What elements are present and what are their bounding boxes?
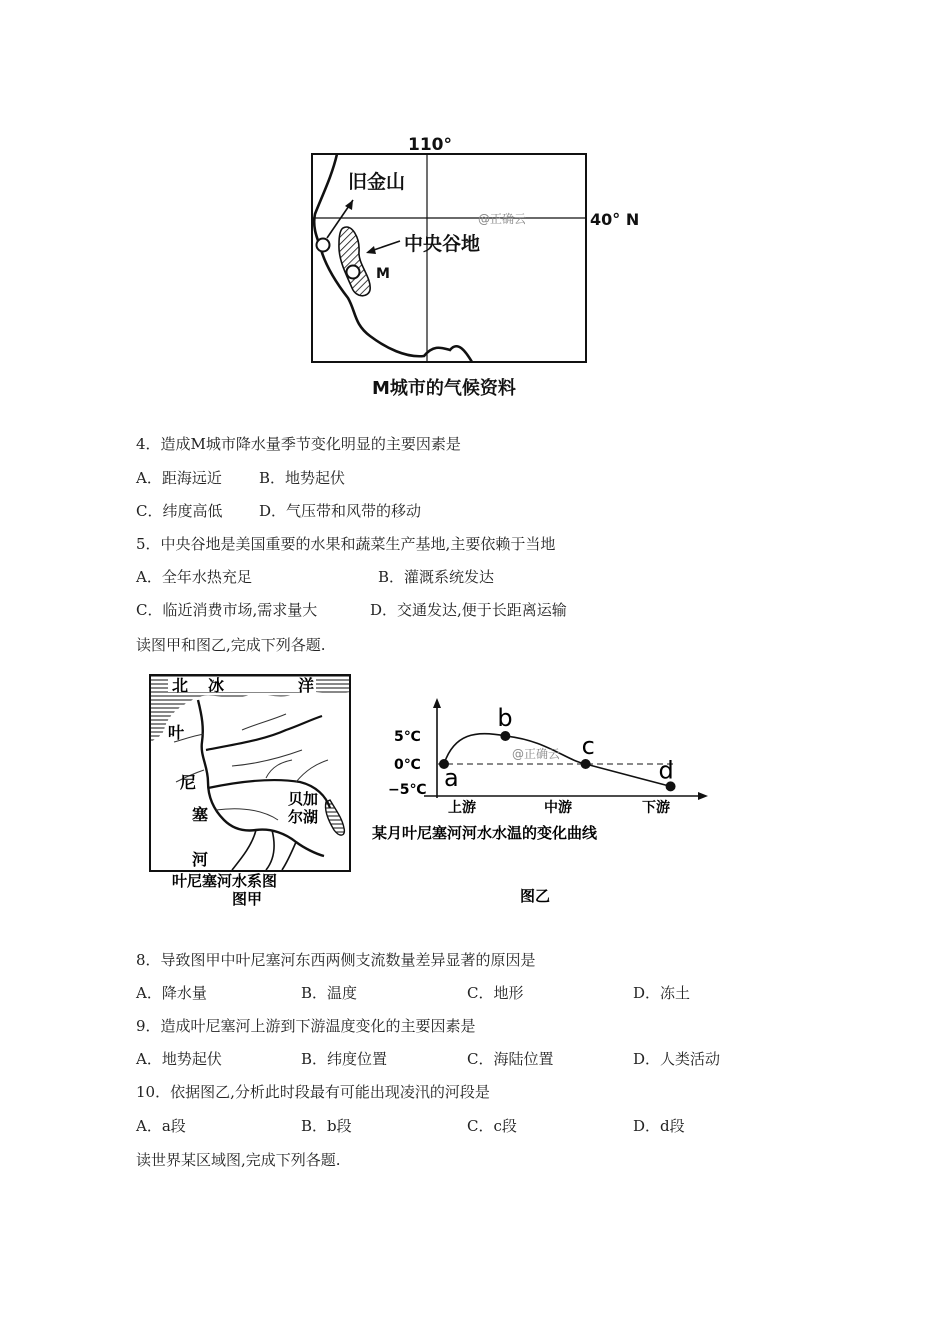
- q5-option-b: B．灌溉系统发达: [378, 568, 495, 586]
- river-label-3: 塞: [192, 805, 209, 824]
- x-label-middle: 中游: [544, 800, 572, 816]
- lake-baikal: [325, 800, 344, 835]
- figure1-caption: M城市的气候资料: [372, 378, 516, 399]
- river-label-2: 尼: [180, 773, 197, 792]
- question-4-stem: 4．造成M城市降水量季节变化明显的主要因素是: [136, 435, 461, 453]
- figure-yi-label: 图乙: [520, 887, 551, 905]
- ocean-label-2: 冰: [208, 676, 225, 695]
- q4-option-d: D．气压带和风带的移动: [259, 502, 422, 520]
- question-8-stem: 8．导致图甲中叶尼塞河东西两侧支流数量差异显著的原因是: [136, 951, 536, 969]
- q8-option-a: A．降水量: [136, 984, 207, 1002]
- q4-option-a: A．距海远近: [136, 469, 222, 487]
- q9-option-a: A．地势起伏: [136, 1050, 222, 1068]
- california-map: [300, 128, 660, 408]
- point-label-b: b: [497, 704, 513, 732]
- city-m-label: M: [376, 266, 390, 282]
- lake-label-1: 贝加: [288, 790, 319, 808]
- q5-option-c: C．临近消费市场,需求量大: [136, 601, 318, 619]
- point-c: [581, 759, 591, 769]
- point-label-d: d: [658, 756, 674, 785]
- river-label-1: 叶: [168, 723, 185, 742]
- q10-option-a: A．a段: [136, 1117, 186, 1135]
- q10-option-d: D．d段: [633, 1117, 685, 1135]
- watermark: @正确云: [512, 747, 561, 761]
- y-tick-5: 5℃: [394, 729, 421, 745]
- central-valley-label: 中央谷地: [404, 233, 481, 255]
- longitude-label: 110°: [408, 135, 452, 155]
- y-tick-neg5: −5℃: [388, 782, 427, 798]
- q5-option-a: A．全年水热充足: [136, 568, 252, 586]
- q9-option-d: D．人类活动: [633, 1050, 721, 1068]
- q8-option-b: B．温度: [301, 984, 358, 1002]
- x-label-lower: 下游: [642, 800, 670, 816]
- q9-option-c: C．海陆位置: [467, 1050, 554, 1068]
- q10-option-b: B．b段: [301, 1117, 352, 1135]
- latitude-label: 40° N: [590, 210, 640, 229]
- yenisei-temperature-chart: [364, 690, 724, 912]
- ocean-label-1: 北: [172, 676, 189, 695]
- intro-next: 读世界某区域图,完成下列各题.: [136, 1151, 341, 1169]
- q5-option-d: D．交通发达,便于长距离运输: [370, 601, 567, 619]
- intro-8-10: 读图甲和图乙,完成下列各题.: [136, 636, 326, 654]
- city-m-marker: [347, 266, 360, 279]
- lake-label-2: 尔湖: [288, 808, 319, 826]
- point-b: [500, 731, 510, 741]
- question-5-stem: 5．中央谷地是美国重要的水果和蔬菜生产基地,主要依赖于当地: [136, 535, 556, 553]
- q8-option-c: C．地形: [467, 984, 524, 1002]
- x-label-upper: 上游: [448, 800, 476, 816]
- q8-option-d: D．冻土: [633, 984, 691, 1002]
- question-9-stem: 9．造成叶尼塞河上游到下游温度变化的主要因素是: [136, 1017, 476, 1035]
- figure-jia-label: 图甲: [232, 890, 263, 908]
- q9-option-b: B．纬度位置: [301, 1050, 388, 1068]
- san-francisco-marker: [317, 239, 330, 252]
- question-10-stem: 10．依据图乙,分析此时段最有可能出现凌汛的河段是: [136, 1083, 490, 1101]
- q4-option-b: B．地势起伏: [259, 469, 346, 487]
- q4-option-c: C．纬度高低: [136, 502, 223, 520]
- watermark: @正确云: [478, 212, 527, 226]
- ocean-label-3: 洋: [298, 676, 315, 695]
- q10-option-c: C．c段: [467, 1117, 517, 1135]
- point-label-a: a: [444, 764, 459, 792]
- river-label-4: 河: [192, 850, 209, 869]
- chart-title: 某月叶尼塞河河水水温的变化曲线: [372, 824, 598, 842]
- yenisei-map: [146, 670, 356, 910]
- y-tick-0: 0℃: [394, 757, 421, 773]
- central-valley: [339, 227, 370, 296]
- point-label-c: c: [581, 732, 595, 760]
- san-francisco-label: 旧金山: [348, 171, 406, 193]
- figure-jia-caption: 叶尼塞河水系图: [172, 872, 278, 890]
